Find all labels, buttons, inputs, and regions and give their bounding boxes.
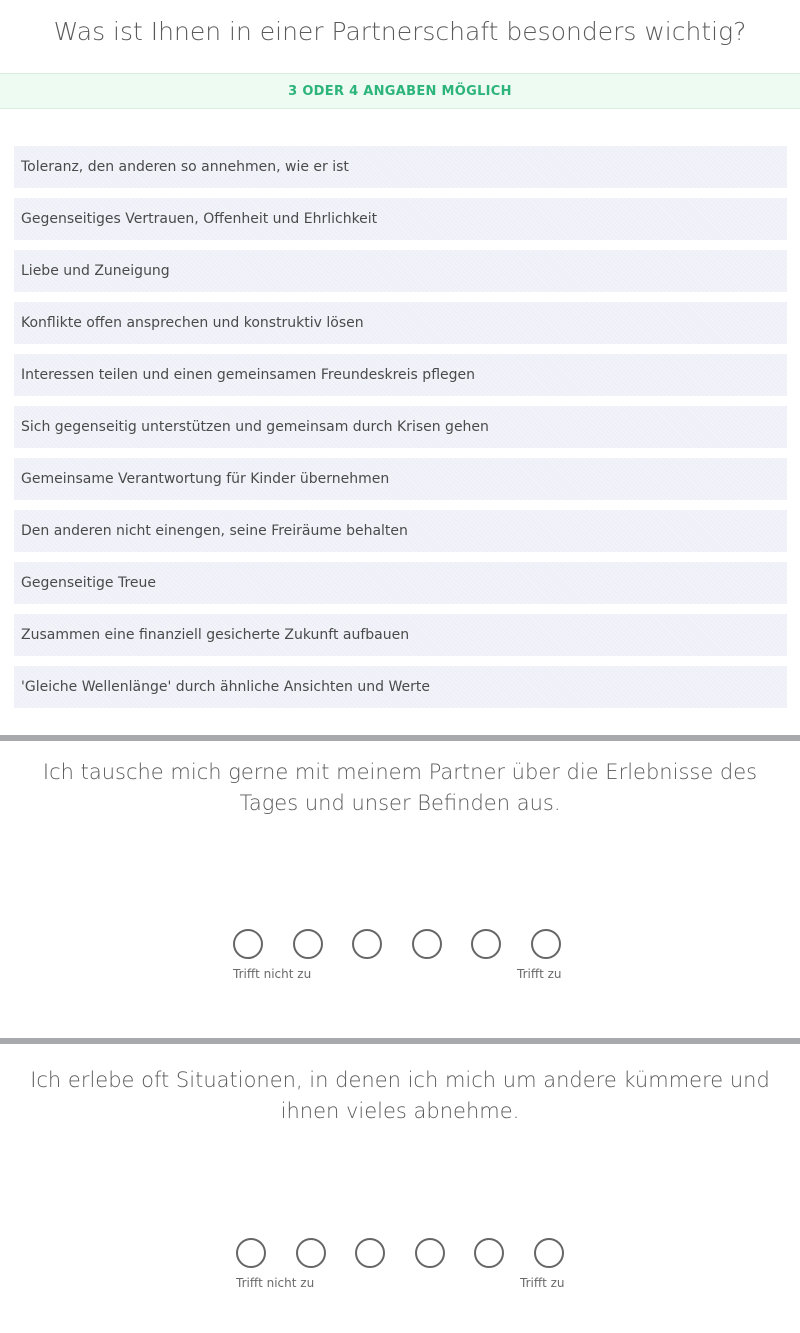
option-interessen[interactable] — [14, 354, 787, 396]
option-konflikte[interactable] — [14, 302, 787, 344]
option-label: Konflikte offen ansprechen und konstruktiv lösen — [21, 315, 364, 331]
likert-scale — [233, 929, 573, 983]
option-label: Gemeinsame Verantwortung für Kinder übernehmen — [21, 471, 390, 487]
likert-radio-4[interactable] — [415, 1238, 445, 1268]
likert-radio-4[interactable] — [412, 929, 442, 959]
option-treue[interactable] — [14, 562, 787, 604]
option-vertrauen[interactable] — [14, 198, 787, 240]
likert-radio-3[interactable] — [352, 929, 382, 959]
scale-label-left: Trifft nicht zu — [233, 967, 312, 981]
option-freiraeume[interactable] — [14, 510, 787, 552]
option-label: Gegenseitiges Vertrauen, Offenheit und Ehrlichkeit — [21, 211, 378, 227]
section-divider — [0, 1038, 800, 1044]
likert-radio-5[interactable] — [474, 1238, 504, 1268]
likert-scale — [236, 1238, 576, 1292]
scale-label-left: Trifft nicht zu — [236, 1276, 315, 1290]
statement-text: Ich erlebe oft Situationen, in denen ich mich um andere kümmere und ihnen vieles abnehme. — [30, 1068, 770, 1123]
likert-radio-6[interactable] — [534, 1238, 564, 1268]
option-label: Zusammen eine finanziell gesicherte Zukunft aufbauen — [21, 627, 410, 643]
option-label: Liebe und Zuneigung — [21, 263, 170, 279]
scale-label-right: Trifft zu — [517, 967, 562, 981]
option-label: Interessen teilen und einen gemeinsamen Freundeskreis pflegen — [21, 367, 475, 383]
answer-options-list — [14, 146, 787, 718]
likert-radio-2[interactable] — [296, 1238, 326, 1268]
option-liebe[interactable] — [14, 250, 787, 292]
section-divider — [0, 735, 800, 741]
likert-radio-2[interactable] — [293, 929, 323, 959]
option-toleranz[interactable] — [14, 146, 787, 188]
scale-label-right: Trifft zu — [520, 1276, 565, 1290]
option-wellenlaenge[interactable] — [14, 666, 787, 708]
likert-radio-6[interactable] — [531, 929, 561, 959]
question-title: Was ist Ihnen in einer Partnerschaft besonders wichtig? — [53, 17, 747, 46]
option-label: 'Gleiche Wellenlänge' durch ähnliche Ansichten und Werte — [21, 679, 430, 695]
option-label: Toleranz, den anderen so annehmen, wie er ist — [21, 159, 349, 175]
statement-text: Ich tausche mich gerne mit meinem Partner über die Erlebnisse des Tages und unser Befinden aus. — [42, 760, 758, 815]
likert-radio-1[interactable] — [236, 1238, 266, 1268]
likert-radio-1[interactable] — [233, 929, 263, 959]
option-label: Den anderen nicht einengen, seine Freiräume behalten — [21, 523, 408, 539]
likert-radio-3[interactable] — [355, 1238, 385, 1268]
option-label: Sich gegenseitig unterstützen und gemeinsam durch Krisen gehen — [21, 419, 489, 435]
likert-radio-5[interactable] — [471, 929, 501, 959]
option-unterstuetzen[interactable] — [14, 406, 787, 448]
selection-hint — [0, 73, 800, 109]
option-label: Gegenseitige Treue — [21, 575, 157, 591]
option-zukunft[interactable] — [14, 614, 787, 656]
option-kinder[interactable] — [14, 458, 787, 500]
selection-hint-text: 3 ODER 4 ANGABEN MÖGLICH — [288, 83, 512, 99]
